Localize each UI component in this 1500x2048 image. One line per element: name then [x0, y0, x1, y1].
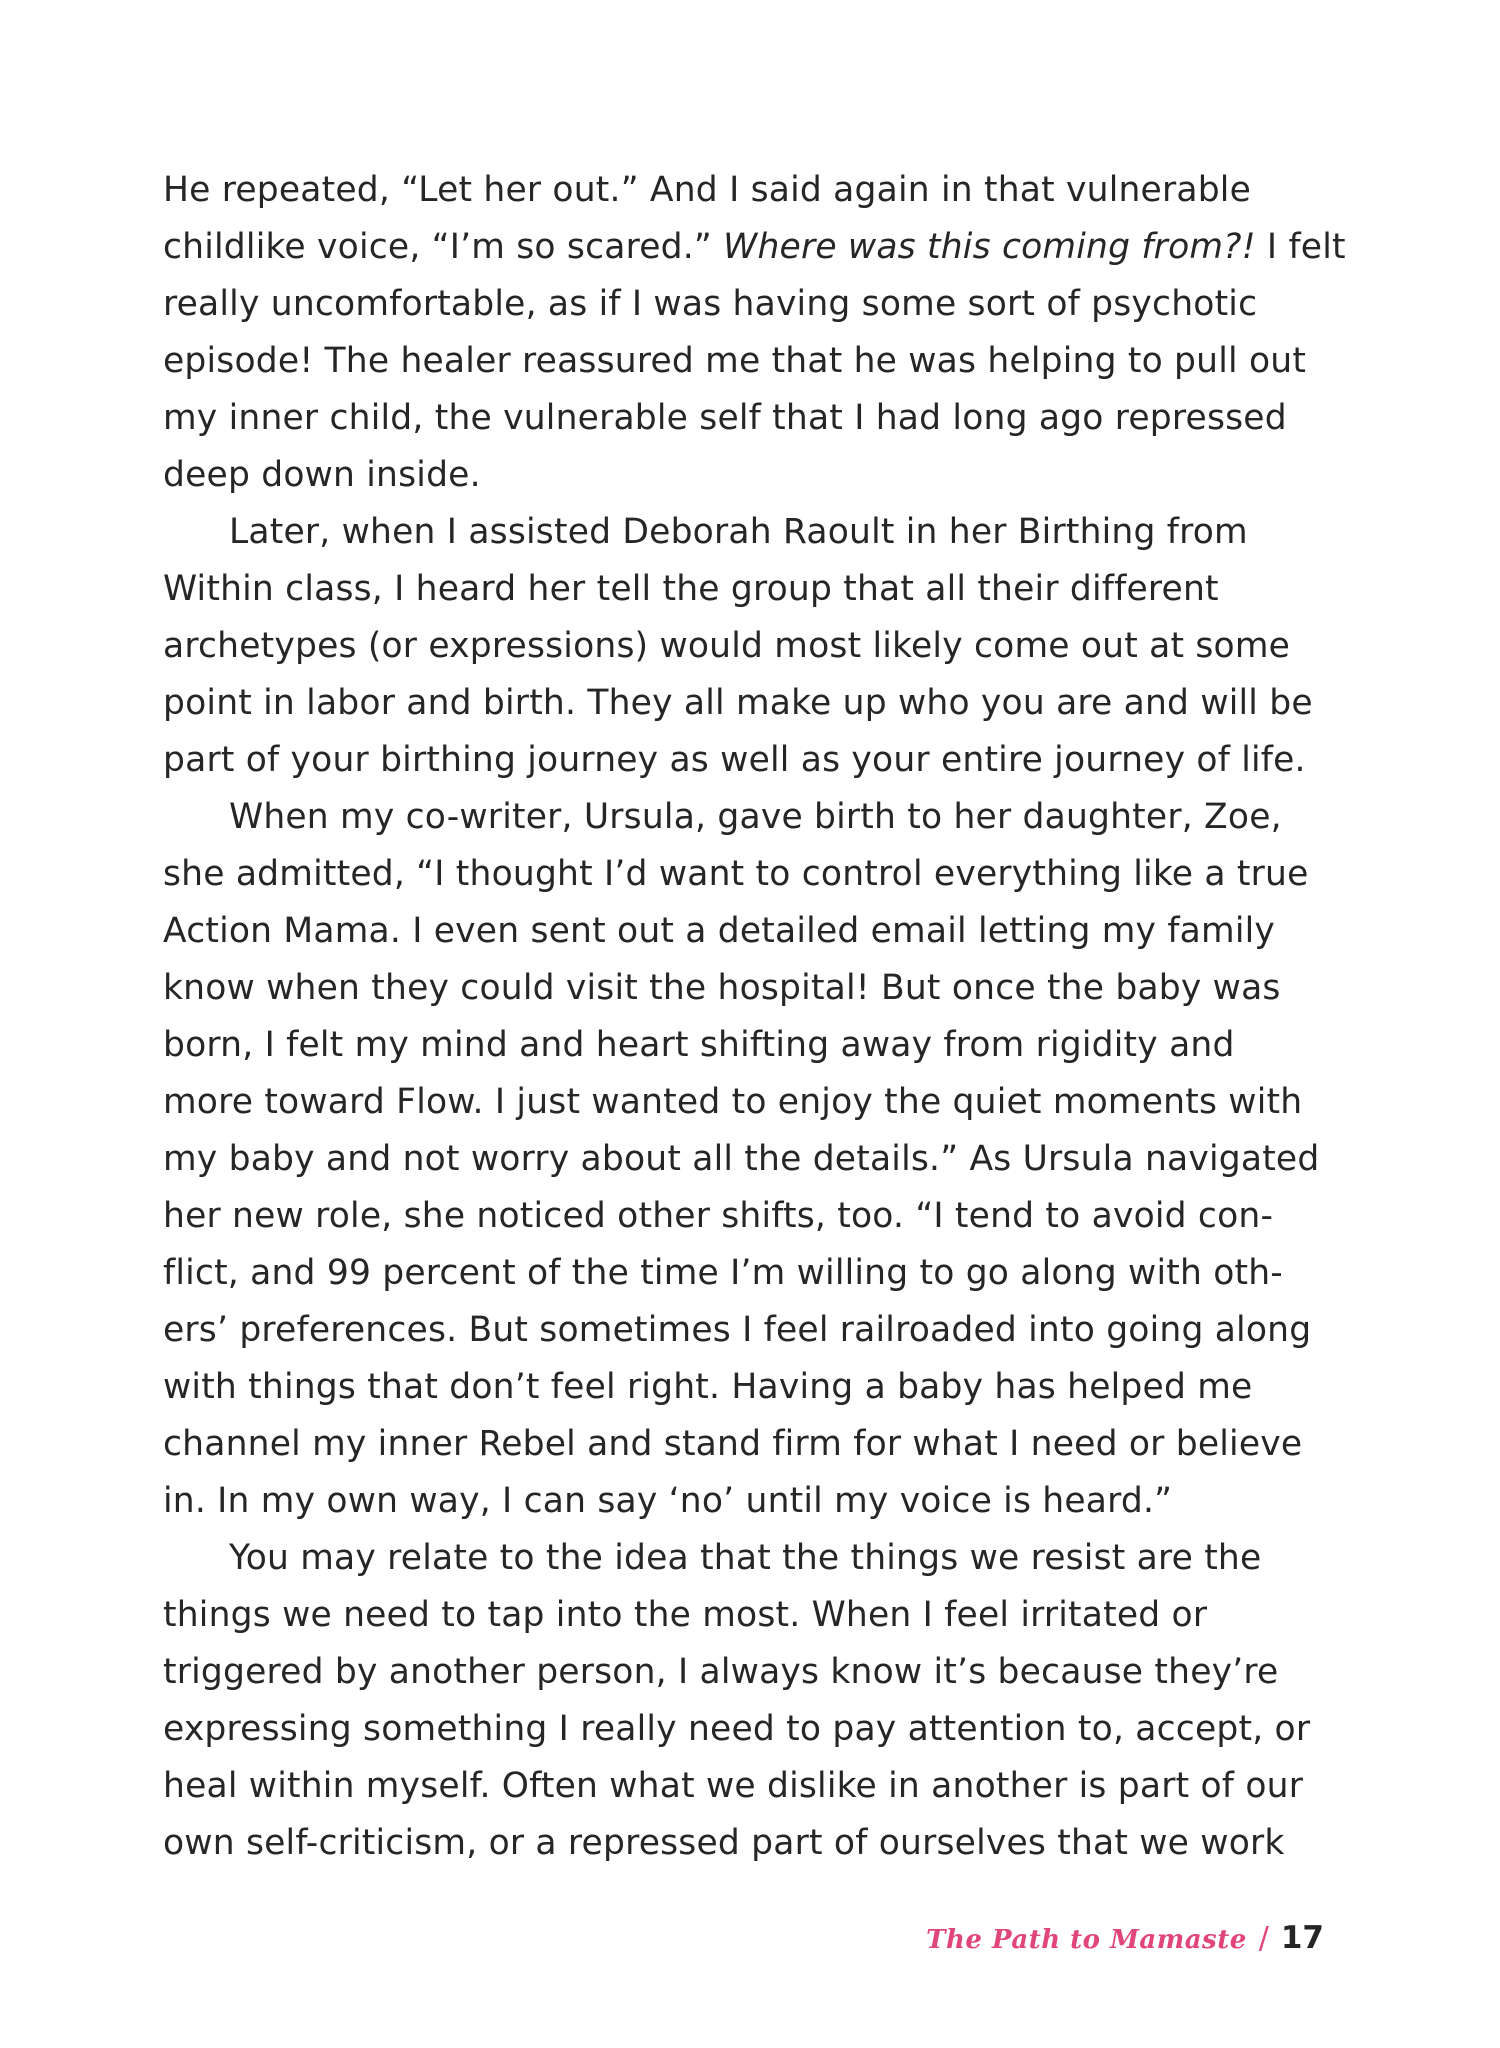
body-text [163, 162, 1346, 1872]
text-line: heal within myself. Often what we dislike in another is part of our [163, 1766, 1304, 1806]
text-line: know when they could visit the hospital! But once the baby was [163, 968, 1281, 1008]
text-line: Within class, I heard her tell the group that all their different [163, 569, 1219, 609]
text-line: flict, and 99 percent of the time I’m willing to go along with oth- [163, 1253, 1283, 1293]
text-line: born, I felt my mind and heart shifting away from rigidity and [163, 1025, 1235, 1065]
running-footer [926, 1920, 1324, 1964]
text-line: things we need to tap into the most. When I feel irritated or [163, 1595, 1208, 1635]
paragraph-start-line: When my co-writer, Ursula, gave birth to her daughter, Zoe, [229, 797, 1282, 837]
text-line: triggered by another person, I always know it’s because they’re [163, 1652, 1279, 1692]
text-line: episode! The healer reassured me that he was helping to pull out [163, 341, 1307, 381]
text-line: part of your birthing journey as well as your entire journey of life. [163, 740, 1306, 780]
text-line: channel my inner Rebel and stand firm for what I need or believe [163, 1424, 1303, 1464]
text-line: in. In my own way, I can say ‘no’ until my voice is heard.” [163, 1481, 1173, 1521]
text-line: more toward Flow. I just wanted to enjoy the quiet moments with [163, 1082, 1303, 1122]
book-title: The Path to Mamaste [926, 1925, 1247, 1955]
footer-separator: / [1258, 1921, 1269, 1956]
text-line: deep down inside. [163, 455, 481, 495]
text-line: her new role, she noticed other shifts, too. “I tend to avoid con- [163, 1196, 1274, 1236]
text-line: Action Mama. I even sent out a detailed email letting my family [163, 911, 1276, 951]
text-line: ers’ preferences. But sometimes I feel railroaded into going along [163, 1310, 1312, 1350]
text-line: point in labor and birth. They all make up who you are and will be [163, 683, 1313, 723]
text-line: my inner child, the vulnerable self that I had long ago repressed [163, 398, 1287, 438]
text-run: childlike voice, “I’m so scared.” [163, 227, 724, 267]
text-line: own self-criticism, or a repressed part of ourselves that we work [163, 1823, 1285, 1863]
text-line: expressing something I really need to pay attention to, accept, or [163, 1709, 1311, 1749]
page-number: 17 [1280, 1920, 1324, 1956]
text-line: He repeated, “Let her out.” And I said again in that vulnerable [163, 170, 1252, 210]
text-line: really uncomfortable, as if I was having some sort of psychotic [163, 284, 1258, 324]
text-line [163, 219, 1346, 276]
text-line: with things that don’t feel right. Having a baby has helped me [163, 1367, 1253, 1407]
text-line: my baby and not worry about all the details.” As Ursula navigated [163, 1139, 1320, 1179]
italic-phrase: Where was this coming from?! [723, 227, 1256, 267]
paragraph-start-line: Later, when I assisted Deborah Raoult in her Birthing from [229, 512, 1248, 552]
text-line: archetypes (or expressions) would most likely come out at some [163, 626, 1291, 666]
text-line: she admitted, “I thought I’d want to control everything like a true [163, 854, 1309, 894]
paragraph-start-line: You may relate to the idea that the things we resist are the [229, 1538, 1262, 1578]
text-run: I felt [1255, 227, 1346, 267]
